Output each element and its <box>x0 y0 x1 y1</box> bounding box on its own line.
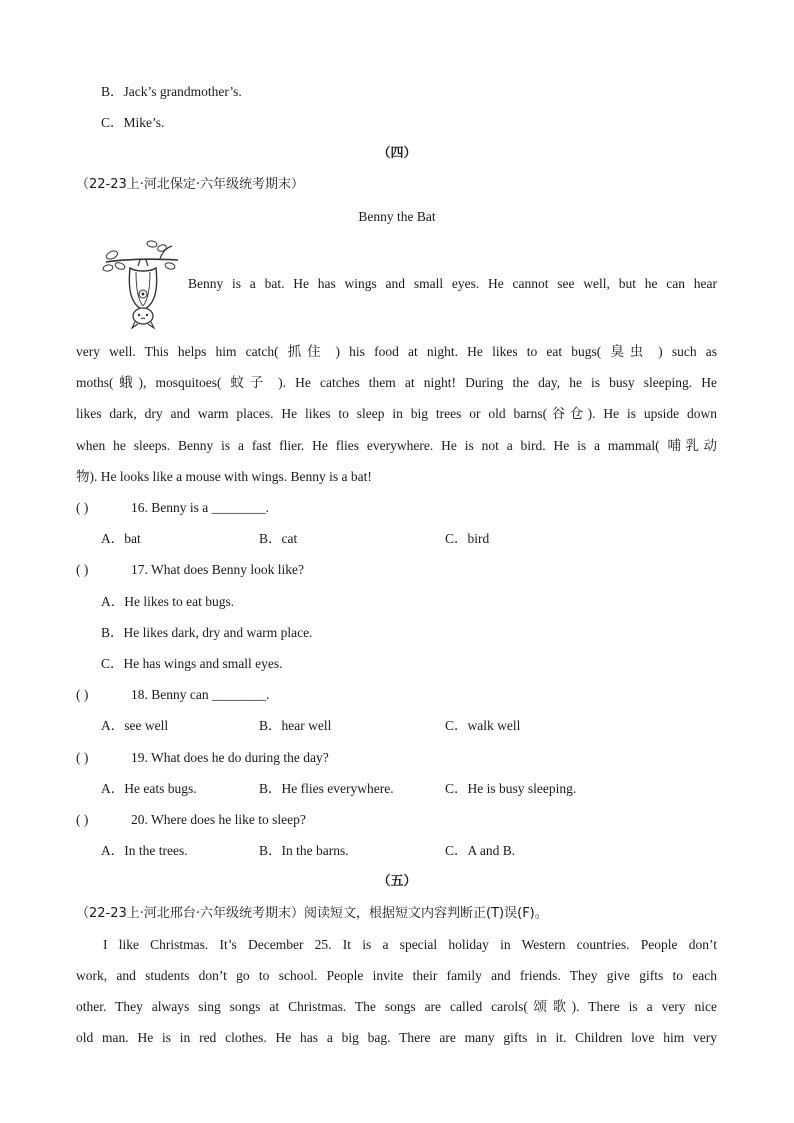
q18-option-a: A．see well <box>101 718 169 733</box>
passage5-line-3: other. They always sing songs at Christmas. The songs are called carols(颂歌). There is a very nice <box>76 999 717 1014</box>
section-heading-4: （四） <box>377 146 417 161</box>
q17-option-c: C．He has wings and small eyes. <box>101 656 283 671</box>
q19-option-a: A．He eats bugs. <box>101 781 197 796</box>
section-source-5: （22-23上·河北邢台·六年级统考期末）阅读短文，根据短文内容判断正(T)误(F)。 <box>76 906 548 921</box>
passage-line-3: moths(蛾), mosquitoes( 蚊子 ). He catches them at night! During the day, he is busy sleeping. He <box>76 375 717 390</box>
passage-line-2: very well. This helps him catch( 抓住 ) his food at night. He likes to eat bugs( 臭虫 ) such as <box>76 344 717 359</box>
q19-option-b: B．He flies everywhere. <box>259 781 394 796</box>
q20-option-a: A．In the trees. <box>101 843 188 858</box>
question-19: 19. What does he do during the day? <box>131 750 329 765</box>
question-17: 17. What does Benny look like? <box>131 562 304 577</box>
passage-line-5: when he sleeps. Benny is a fast flier. He flies everywhere. He is not a bird. He is a mammal( 哺乳动 <box>76 438 717 453</box>
q17-option-a: A．He likes to eat bugs. <box>101 594 235 609</box>
q19-option-c: C．He is busy sleeping. <box>445 781 577 796</box>
passage5-line-2: work, and students don’t go to school. People invite their family and friends. They give gifts to each <box>76 968 717 983</box>
passage-title: Benny the Bat <box>358 209 436 224</box>
question-20: 20. Where does he like to sleep? <box>131 812 306 827</box>
option-c: C．Mike’s. <box>101 115 165 130</box>
answer-blank[interactable]: ( ) <box>76 500 89 515</box>
q16-option-c: C．bird <box>445 531 490 546</box>
q17-option-b: B．He likes dark, dry and warm place. <box>101 625 313 640</box>
question-18: 18. Benny can ________. <box>131 687 270 702</box>
bat-illustration <box>100 238 182 330</box>
q18-option-c: C．walk well <box>445 718 521 733</box>
q16-option-b: B．cat <box>259 531 298 546</box>
passage5-line-4: old man. He is in red clothes. He has a big bag. There are many gifts in it. Children love him very <box>76 1030 717 1045</box>
passage5-line-1: I like Christmas. It’s December 25. It is a special holiday in Western countries. People don’t <box>103 937 717 952</box>
q18-option-b: B．hear well <box>259 718 332 733</box>
passage-line-1: Benny is a bat. He has wings and small eyes. He cannot see well, but he can hear <box>188 276 717 291</box>
question-16: 16. Benny is a ________. <box>131 500 269 515</box>
passage-line-6: 物). He looks like a mouse with wings. Benny is a bat! <box>76 469 372 484</box>
q20-option-c: C．A and B. <box>445 843 516 858</box>
answer-blank[interactable]: ( ) <box>76 812 89 827</box>
q16-option-a: A．bat <box>101 531 141 546</box>
option-b: B．Jack’s grandmother’s. <box>101 84 242 99</box>
answer-blank[interactable]: ( ) <box>76 687 89 702</box>
passage-line-4: likes dark, dry and warm places. He likes to sleep in big trees or old barns(谷仓). He is upside down <box>76 406 717 421</box>
q20-option-b: B．In the barns. <box>259 843 349 858</box>
answer-blank[interactable]: ( ) <box>76 750 89 765</box>
section-source-4: （22-23上·河北保定·六年级统考期末） <box>76 177 305 192</box>
section-heading-5: （五） <box>377 874 417 889</box>
answer-blank[interactable]: ( ) <box>76 562 89 577</box>
